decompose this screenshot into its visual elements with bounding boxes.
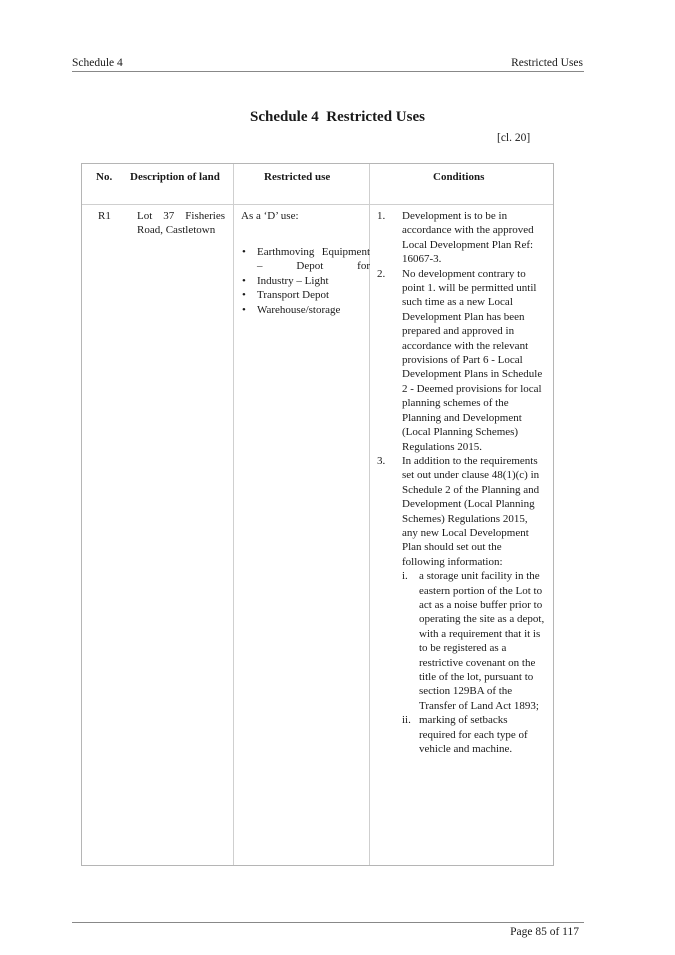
column-divider [233, 164, 234, 865]
sub-condition-item [402, 569, 545, 713]
condition-text: In addition to the requirements set out under clause 48(1)(c) in Schedule 2 of the Planning and Development (Local Planning Schemes) Regulations 2015, any new Local Development Plan should set out the following information: [402, 454, 540, 568]
condition-item [377, 454, 545, 757]
land-description: Lot 37 Fisheries Road, Castletown [137, 210, 225, 237]
condition-item [377, 209, 545, 267]
column-header-conditions: Conditions [433, 171, 485, 183]
sub-conditions-list [402, 569, 545, 756]
condition-text: No development contrary to point 1. will be permitted until such time as a new Local Development Plan has been prepared and approved in accordance with the relevant provisions of Part 6 - Local Development Plans in Schedule 2 - Deemed provisions for local planning schemes of the Planning and Development (Local Planning Schemes) Regulations 2015. [402, 267, 543, 453]
column-header-restricted-use: Restricted use [264, 171, 331, 183]
row-number: R1 [98, 210, 111, 222]
header-rule [72, 71, 584, 72]
condition-item [377, 267, 545, 454]
restricted-use-heading: As a ‘D’ use: [241, 210, 299, 222]
sub-condition-text: marking of setbacks required for each type of vehicle and machine. [419, 714, 528, 756]
condition-number: 1. [377, 210, 386, 222]
column-header-no: No. [96, 171, 113, 183]
sub-condition-text: a storage unit facility in the eastern portion of the Lot to act as a noise buffer prior to operating the site as a depot, with a requirement that it is to be registered as a restrictive covenant on the title of the lot, pursuant to section 129BA of the Transfer of Land Act 1893; [419, 570, 545, 712]
list-item: • Industry – Light [242, 274, 370, 288]
page-title: Schedule 4 Restricted Uses [250, 109, 425, 125]
column-header-description: Description of land [130, 171, 220, 183]
sub-condition-item [402, 713, 545, 756]
clause-reference: [cl. 20] [497, 132, 531, 144]
restricted-uses-table [81, 163, 554, 866]
condition-text: Development is to be in accordance with the approved Local Development Plan Ref: 16067-3. [402, 210, 534, 266]
running-header-right: Restricted Uses [511, 57, 583, 69]
restricted-use-list [242, 245, 370, 317]
list-item: • Earthmoving Equipment – Depot for [242, 245, 370, 274]
list-item: • Transport Depot [242, 288, 370, 302]
running-header-left: Schedule 4 [72, 57, 123, 69]
page-number: Page 85 of 117 [510, 926, 579, 938]
sub-condition-number: ii. [402, 714, 411, 727]
header-row-divider [82, 204, 553, 205]
conditions-list [377, 209, 545, 756]
list-item: • Warehouse/storage [242, 303, 370, 317]
condition-number: 3. [377, 454, 386, 467]
footer-rule [72, 922, 584, 923]
condition-number: 2. [377, 267, 386, 280]
sub-condition-number: i. [402, 570, 408, 583]
